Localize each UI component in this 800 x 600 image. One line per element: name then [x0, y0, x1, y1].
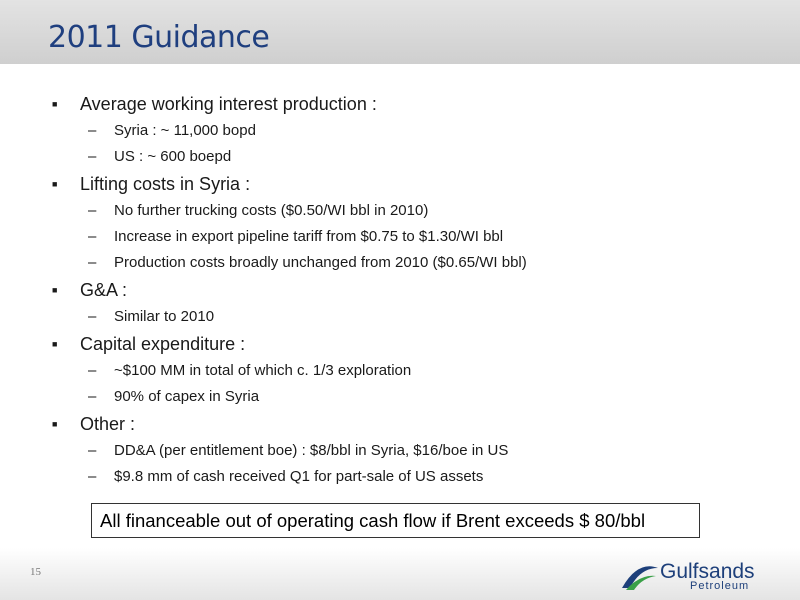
sub-item — [88, 250, 800, 276]
bullet-marker-icon: ■ — [52, 99, 58, 109]
slide-title: 2011 Guidance — [48, 20, 270, 55]
dash-marker: – — [88, 202, 97, 219]
bullet-text: Capital expenditure : — [80, 334, 246, 354]
sub-text: Production costs broadly unchanged from 2010 ($0.65/WI bbl) — [114, 254, 527, 271]
bullet-list — [0, 90, 800, 490]
bullet-text: G&A : — [80, 280, 128, 300]
sub-text: DD&A (per entitlement boe) : $8/bbl in Syria, $16/boe in US — [114, 442, 509, 459]
dash-marker: – — [88, 362, 97, 379]
bullet-item — [52, 90, 800, 118]
dash-marker: – — [88, 254, 97, 271]
logo-swoosh-icon — [620, 558, 660, 594]
sub-item — [88, 438, 800, 464]
sub-text: 90% of capex in Syria — [114, 388, 260, 405]
dash-marker: – — [88, 122, 97, 139]
bullet-item — [52, 330, 800, 358]
bullet-text: Average working interest production : — [80, 94, 377, 114]
dash-marker: – — [88, 148, 97, 165]
bullet-marker-icon: ■ — [52, 285, 58, 295]
bullet-text: Other : — [80, 414, 136, 434]
bullet-text: Lifting costs in Syria : — [80, 174, 251, 194]
logo-subtitle: Petroleum — [690, 580, 750, 592]
sub-item — [88, 224, 800, 250]
page-number: 15 — [30, 566, 41, 578]
sub-item — [88, 198, 800, 224]
sub-text: ~$100 MM in total of which c. 1/3 exploration — [114, 362, 412, 379]
sub-text: $9.8 mm of cash received Q1 for part-sale of US assets — [114, 468, 484, 485]
sub-text: Similar to 2010 — [114, 308, 215, 325]
bullet-item — [52, 170, 800, 198]
sub-text: Syria : ~ 11,000 bopd — [114, 122, 256, 139]
bullet-item — [52, 276, 800, 304]
sub-item — [88, 384, 800, 410]
dash-marker: – — [88, 388, 97, 405]
sub-item — [88, 118, 800, 144]
bullet-marker-icon: ■ — [52, 339, 58, 349]
sub-item — [88, 304, 800, 330]
sub-item — [88, 144, 800, 170]
dash-marker: – — [88, 308, 97, 325]
sub-item — [88, 464, 800, 490]
sub-item — [88, 358, 800, 384]
callout-box: All financeable out of operating cash flow if Brent exceeds $ 80/bbl — [91, 503, 700, 538]
logo-name: Gulfsands — [660, 560, 755, 583]
bullet-item — [52, 410, 800, 438]
company-logo — [620, 558, 780, 594]
bullet-marker-icon: ■ — [52, 419, 58, 429]
sub-text: No further trucking costs ($0.50/WI bbl in 2010) — [114, 202, 429, 219]
dash-marker: – — [88, 228, 97, 245]
bullet-marker-icon: ■ — [52, 179, 58, 189]
sub-text: Increase in export pipeline tariff from $0.75 to $1.30/WI bbl — [114, 228, 504, 245]
dash-marker: – — [88, 442, 97, 459]
dash-marker: – — [88, 468, 97, 485]
sub-text: US : ~ 600 boepd — [114, 148, 232, 165]
